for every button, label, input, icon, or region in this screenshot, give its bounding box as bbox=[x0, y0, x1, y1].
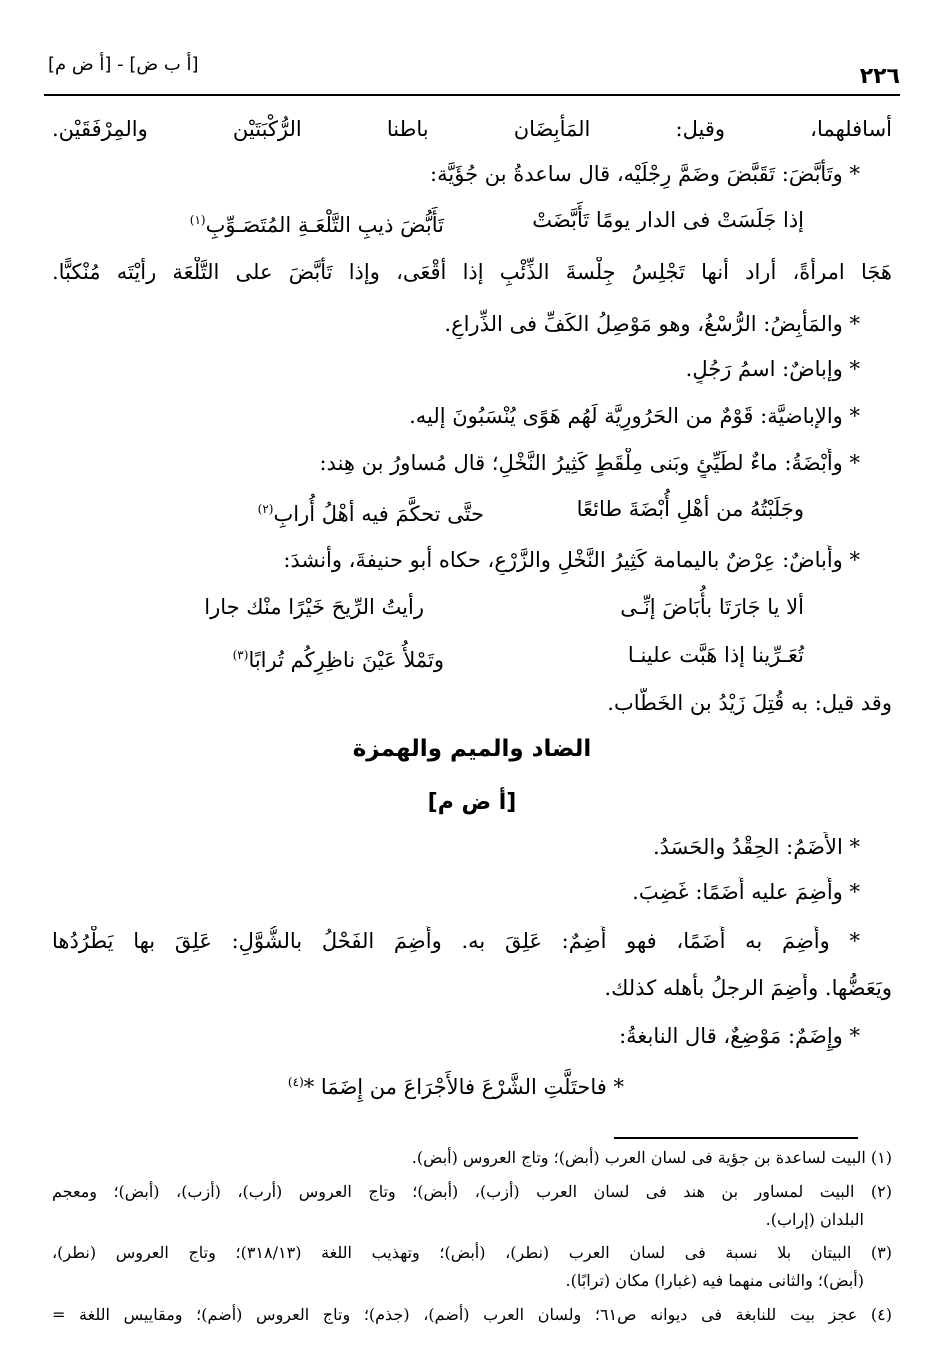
verse-hemistich: رأيتُ الرِّيحَ خَيْرًا منْك جارا bbox=[204, 595, 424, 619]
verse-text: * فاحتَلَّتِ الشَّرْعَ فالأَجْرَاعَ من إِضَمَا * bbox=[303, 1075, 624, 1099]
body-line: * والإباضيَّة: قَوْمٌ من الحَرُورِيَّة لَهُم هَوًى يُنْسَبُونَ إليه. bbox=[409, 404, 860, 428]
body-line: * وأُبْضَةُ: ماءٌ لطَيِّئٍ وبَنى مِلْقَطٍ كَثِيرُ النَّخْلِ؛ قال مُساورُ بن هِند: bbox=[319, 451, 860, 475]
footnote-rule bbox=[614, 1137, 858, 1139]
verse-hemistich: تُعَـرِّينا إذا هَبَّت علينـا bbox=[627, 643, 804, 667]
body-line: أسافلهما، وقيل: المَأْبِضَان باطنا الرُّكْبَتَيْن والمِرْفَقَيْن. bbox=[52, 117, 892, 141]
footnote-cont: (أبض)؛ والثانى منهما فيه (غبارا) مكان (ترابًا). bbox=[565, 1271, 864, 1290]
header-rule bbox=[44, 94, 900, 96]
verse-hemistich: ألا يا جَارَتَا بأُبَاضَ إنِّـى bbox=[620, 595, 804, 619]
page-number: ٢٢٦ bbox=[859, 64, 900, 89]
body-line: هَجَا امرأةً، أراد أنها تَجْلِسُ جِلْسةَ الذِّئْبِ إذا أقْعَى، وإذا تَأَبَّضَ على التَّلْعَة رأيْتَه مُنْكبًّا. bbox=[52, 260, 892, 284]
footnote: (٤) عجز بيت للنابغة فى ديوانه ص٦١؛ ولسان العرب (أضم)، (جذم)؛ وتاج العروس (أضم)؛ ومقاييس اللغة = bbox=[52, 1305, 892, 1324]
footnote: (١) البيت لساعدة بن جؤية فى لسان العرب (أبض)؛ وتاج العروس (أبض). bbox=[411, 1148, 892, 1167]
section-title: الضاد والميم والهمزة bbox=[352, 736, 592, 762]
body-line: * الأَضَمُ: الحِقْدُ والحَسَدُ. bbox=[652, 835, 860, 859]
body-line: * وأُباضٌ: عِرْضٌ باليمامة كَثِيرُ النَّخْلِ والزَّرْعِ، حكاه أبو حنيفةَ، وأنشدَ: bbox=[283, 548, 860, 572]
verse-hemistich: إذا جَلَسَتْ فى الدار يومًا تَأَبَّضَتْ bbox=[532, 208, 804, 232]
entry-title: [أ ض م] bbox=[427, 790, 517, 815]
body-line: * وأَضِمَ به أَضَمًا، فهو أَضِمٌ: عَلِقَ به. وأَضِمَ الفَحْلُ بالشُّوَّلِ: عَلِقَ بها يَطْرُدُها bbox=[52, 929, 860, 953]
body-line: * والمَأْبِضُ: الرُّسْغُ، وهو مَوْصِلُ الكَفِّ فى الذِّراعِ. bbox=[444, 312, 860, 336]
body-line: ويَعَضُّها. وأَضِمَ الرجلُ بأهله كذلك. bbox=[604, 976, 892, 1000]
body-line: * وإِضَمٌ: مَوْضِعٌ، قال النابغةُ: bbox=[619, 1024, 860, 1048]
verse-line bbox=[52, 1067, 624, 1102]
footnote: (٣) البيتان بلا نسبة فى لسان العرب (نطر)، (أبض)؛ وتهذيب اللغة (٣١٨/١٣)؛ وتاج العروس (نطر)، bbox=[52, 1243, 892, 1262]
running-head: [أ ب ض] - [أ ض م] bbox=[48, 54, 199, 75]
verse-hemistich: وجَلَبْتُهُ من أهْلِ أُبْضَةَ طائعًا bbox=[576, 497, 804, 521]
verse-hemistich: تَأَبُّضَ ذيبِ التَّلْعَـةِ المُتَصَـوِّبِ bbox=[205, 213, 444, 237]
footnote-ref: (١) bbox=[189, 213, 206, 227]
footnote-ref: (٣) bbox=[232, 648, 249, 662]
body-line: * وتَأَبَّضَ: تَقَبَّضَ وضَمَّ رِجْلَيْه، قال ساعدةُ بن جُؤَيَّة: bbox=[430, 162, 860, 186]
footnote: (٢) البيت لمساور بن هند فى لسان العرب (أزب)، (أبض)؛ وتاج العروس (أرب)، (أزب)، (أبض)؛ ومعجم bbox=[52, 1182, 892, 1201]
verse-hemistich: حتَّى تحكَّمَ فيه أهْلُ أُرابِ bbox=[273, 502, 484, 526]
body-line: وقد قيل: به قُتِلَ زَيْدُ بن الخَطَّاب. bbox=[607, 691, 892, 715]
footnote-cont: البلدان (إراب). bbox=[765, 1210, 864, 1229]
footnote-ref: (٤) bbox=[287, 1075, 304, 1089]
page-header bbox=[48, 46, 900, 96]
footnote-ref: (٢) bbox=[257, 502, 274, 516]
body-line: * وإباضٌ: اسمُ رَجُلٍ. bbox=[685, 357, 860, 381]
body-line: * وأَضِمَ عليه أَضَمًا: غَضِبَ. bbox=[632, 880, 860, 904]
verse-hemistich: وتَمْلأُ عَيْنَ ناظِرِكُم تُرابًا bbox=[248, 648, 444, 672]
